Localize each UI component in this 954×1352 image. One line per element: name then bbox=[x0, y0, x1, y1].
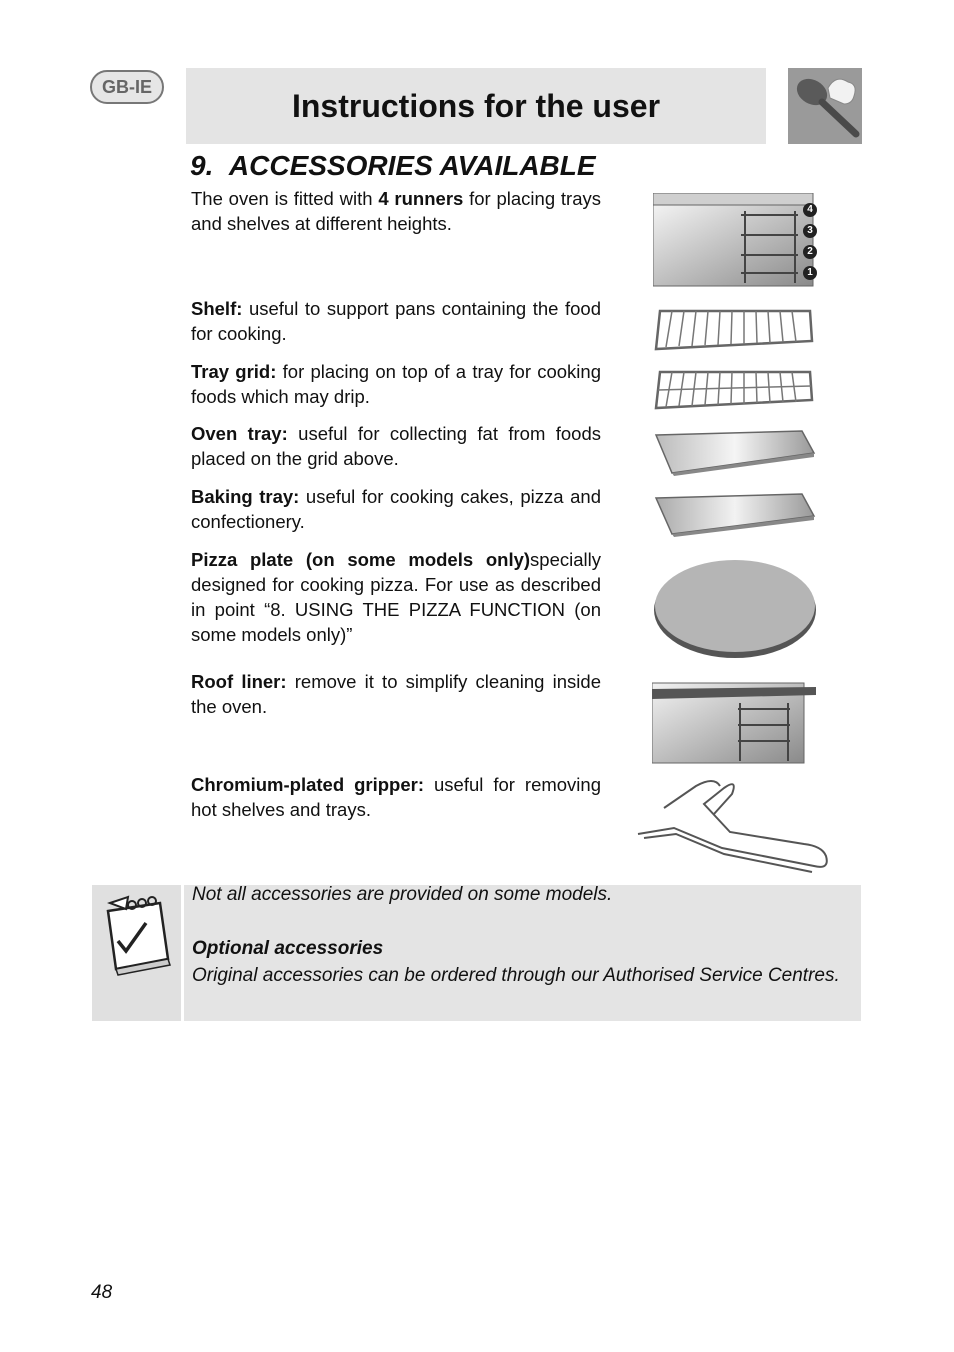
runner-label-2: 2 bbox=[803, 245, 817, 259]
item-label: Chromium-plated gripper: bbox=[191, 774, 425, 795]
item-text: useful to support pans containing the food for cooking. bbox=[191, 298, 601, 344]
runner-label-4: 4 bbox=[803, 203, 817, 217]
item-pizza-plate bbox=[191, 547, 601, 647]
item-label: Roof liner: bbox=[191, 671, 287, 692]
oven-tray-image bbox=[652, 429, 818, 482]
gripper-image bbox=[634, 774, 834, 883]
item-shelf bbox=[191, 296, 601, 346]
tray-grid-image bbox=[652, 366, 818, 421]
item-tray-grid bbox=[191, 359, 601, 409]
item-gripper bbox=[191, 772, 601, 822]
item-label: Baking tray: bbox=[191, 486, 300, 507]
page-title: Instructions for the user bbox=[291, 87, 661, 124]
item-text: remove it to simplify cleaning inside the oven. bbox=[191, 671, 601, 717]
note-heading: Optional accessories bbox=[192, 938, 384, 959]
note-line-1: Not all accessories are provided on some models. bbox=[192, 884, 613, 905]
intro-paragraph bbox=[191, 186, 601, 236]
page-header bbox=[186, 68, 766, 144]
item-text: useful for collecting fat from foods placed on the grid above. bbox=[191, 423, 601, 469]
item-label: Shelf: bbox=[191, 298, 243, 319]
oven-runners-image bbox=[653, 193, 823, 292]
item-baking-tray bbox=[191, 484, 601, 534]
intro-text-end: for placing trays and shelves at different heights. bbox=[191, 188, 601, 234]
note-text bbox=[192, 885, 860, 989]
item-text: useful for removing hot shelves and trays. bbox=[191, 774, 601, 820]
intro-bold: 4 runners bbox=[378, 188, 464, 209]
item-label: Tray grid: bbox=[191, 361, 277, 382]
runner-label-3: 3 bbox=[803, 224, 817, 238]
section-number: 9. bbox=[190, 150, 214, 181]
note-line-2: Original accessories can be ordered through our Authorised Service Centres. bbox=[192, 965, 840, 986]
baking-tray-image bbox=[652, 492, 818, 545]
item-label: Pizza plate (on some models only) bbox=[191, 549, 531, 570]
note-box bbox=[92, 885, 861, 1021]
item-text: for placing on top of a tray for cooking foods which may drip. bbox=[191, 361, 601, 407]
section-heading: ACCESSORIES AVAILABLE bbox=[228, 150, 596, 181]
item-roof-liner bbox=[191, 669, 601, 719]
shelf-image bbox=[652, 305, 818, 360]
item-text: useful for cooking cakes, pizza and confectionery. bbox=[191, 486, 601, 532]
notepad-check-icon bbox=[92, 885, 184, 1021]
item-text: specially designed for cooking pizza. For use as described in point “8. USING THE PIZZA FUNCTION (on some models only)” bbox=[191, 549, 601, 645]
page-number: 48 bbox=[91, 1282, 113, 1303]
region-badge: GB-IE bbox=[90, 70, 164, 104]
intro-text: The oven is fitted with bbox=[191, 188, 379, 209]
section-title bbox=[190, 150, 596, 182]
chef-spoon-logo-icon bbox=[788, 68, 862, 144]
pizza-plate-image bbox=[652, 554, 818, 665]
runner-label-1: 1 bbox=[803, 266, 817, 280]
roof-liner-image bbox=[652, 675, 818, 770]
item-label: Oven tray: bbox=[191, 423, 288, 444]
item-oven-tray bbox=[191, 421, 601, 471]
